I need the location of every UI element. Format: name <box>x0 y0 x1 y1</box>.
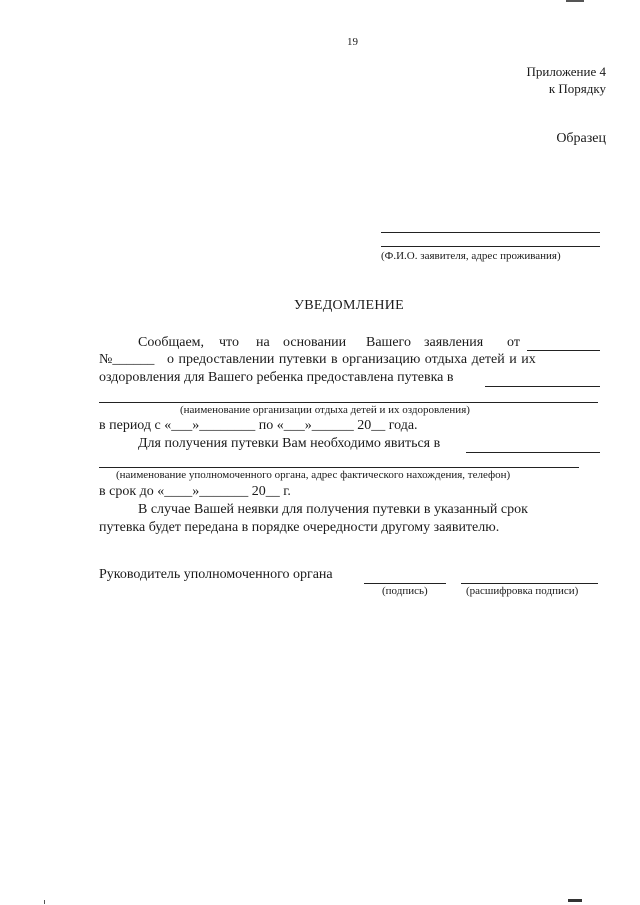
authority-blank-1 <box>466 452 600 453</box>
page-number: 19 <box>347 36 358 48</box>
text-l1-g: от <box>507 335 520 350</box>
appear-text: Для получения путевки Вам необходимо явиться в <box>138 436 441 451</box>
applicant-line-1 <box>381 232 600 233</box>
org-blank-2 <box>99 402 598 403</box>
notice-p2-line-2: путевка будет передана в порядке очередности другому заявителю. <box>99 520 500 535</box>
annex-line-2: к Порядку <box>548 81 606 96</box>
text-l2: о предоставлении путевки в организацию отдыха детей и их <box>167 352 536 367</box>
decode-caption: (расшифровка подписи) <box>466 585 579 597</box>
text-l1-d: основании <box>283 335 347 350</box>
period-line: в период с «___»________ по «___»______ 20__ года. <box>99 418 418 433</box>
org-blank-1 <box>485 386 600 387</box>
text-l1-e: Вашего <box>366 335 411 350</box>
date-blank <box>527 350 600 351</box>
scan-mark-bottom <box>568 899 582 902</box>
applicant-line-2 <box>381 246 600 247</box>
text-l1-a: Сообщаем, <box>138 335 205 350</box>
text-l2-number: №______ <box>99 352 155 367</box>
decode-blank <box>461 583 598 584</box>
sample-label: Образец <box>556 131 606 146</box>
scan-mark-left <box>44 900 45 904</box>
annex-line-1: Приложение 4 <box>526 64 606 79</box>
notice-p2-line-1: В случае Вашей неявки для получения путевки в указанный срок <box>138 502 528 517</box>
text-l1-b: что <box>219 335 239 350</box>
text-l1-f: заявления <box>424 335 484 350</box>
signature-label: Руководитель уполномоченного органа <box>99 567 333 582</box>
org-caption: (наименование организации отдыха детей и их оздоровления) <box>180 404 470 416</box>
scan-mark-top <box>566 0 584 2</box>
text-l1-c: на <box>256 335 270 350</box>
notice-title: УВЕДОМЛЕНИЕ <box>294 298 405 313</box>
signature-blank <box>364 583 446 584</box>
deadline-line: в срок до «____»_______ 20__ г. <box>99 484 291 499</box>
sign-caption: (подпись) <box>382 585 428 597</box>
applicant-caption: (Ф.И.О. заявителя, адрес проживания) <box>381 250 561 262</box>
authority-caption: (наименование уполномоченного органа, адрес фактического нахождения, телефон) <box>116 469 511 481</box>
authority-blank-2 <box>99 467 579 468</box>
text-l3: оздоровления для Вашего ребенка предоставлена путевка в <box>99 370 454 385</box>
